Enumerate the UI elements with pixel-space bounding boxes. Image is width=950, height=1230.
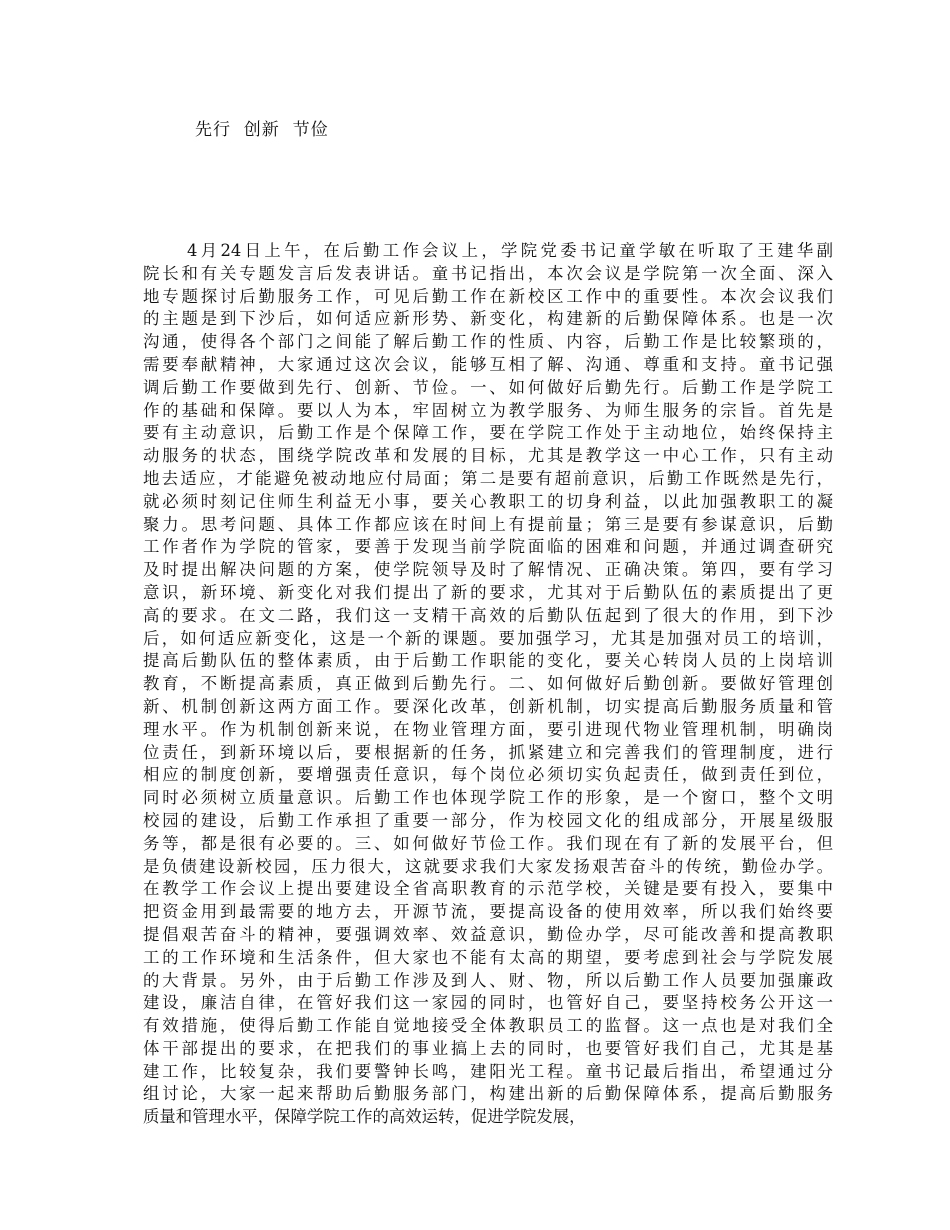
body-line: 后，如何适应新变化，这是一个新的课题。要加强学习，尤其是加强对员工的培训， [143,628,833,648]
body-line: 务等，都是很有必要的。三、如何做好节俭工作。我们现在有了新的发展平台，但 [143,833,833,853]
body-line: 在教学工作会议上提出要建设全省高职教育的示范学校，关键是要有投入，要集中 [143,879,833,899]
body-line: 建设，廉洁自律，在管好我们这一家园的同时，也管好自己，要坚持校务公开这一 [143,993,833,1013]
body-line: 及时提出解决问题的方案，使学院领导及时了解情况、正确决策。第四，要有学习 [143,560,833,580]
body-line: 需要奉献精神，大家通过这次会议，能够互相了解、沟通、尊重和支持。童书记强 [143,354,833,374]
body-line: 是负债建设新校园，压力很大，这就要求我们大家发扬艰苦奋斗的传统，勤俭办学。 [143,856,833,876]
body-line: 体干部提出的要求，在把我们的事业搞上去的同时，也要管好我们自己，尤其是基 [143,1038,833,1058]
body-line: 新、机制创新这两方面工作。要深化改革，创新机制，切实提高后勤服务质量和管 [143,696,833,716]
document-title: 先行 创新 节俭 [195,120,329,140]
body-line: 工作者作为学院的管家，要善于发现当前学院面临的困难和问题，并通过调查研究 [143,537,833,557]
body-line: 提高后勤队伍的整体素质，由于后勤工作职能的变化，要关心转岗人员的上岗培训 [143,651,833,671]
body-line: 有效措施，使得后勤工作能自觉地接受全体教职员工的监督。这一点也是对我们全 [143,1016,833,1036]
body-line: 要有主动意识，后勤工作是个保障工作，要在学院工作处于主动地位，始终保持主 [143,423,833,443]
document-body [143,240,833,1129]
body-line: 教育，不断提高素质，真正做到后勤先行。二、如何做好后勤创新。要做好管理创 [143,674,833,694]
body-line: 的主题是到下沙后，如何适应新形势、新变化，构建新的后勤保障体系。也是一次 [143,309,833,329]
body-line: 地专题探讨后勤服务工作，可见后勤工作在新校区工作中的重要性。本次会议我们 [143,286,833,306]
body-line: 高的要求。在文二路，我们这一支精干高效的后勤队伍起到了很大的作用，到下沙 [143,605,833,625]
body-line: 就必须时刻记住师生利益无小事，要关心教职工的切身利益，以此加强教职工的凝 [143,491,833,511]
body-line: 组讨论，大家一起来帮助后勤服务部门，构建出新的后勤保障体系，提高后勤服务 [143,1084,833,1104]
body-line: 提倡艰苦奋斗的精神，要强调效率、效益意识，勤俭办学，尽可能改善和提高教职 [143,924,833,944]
body-line: 院长和有关专题发言后发表讲话。童书记指出，本次会议是学院第一次全面、深入 [143,263,833,283]
body-line: 地去适应，才能避免被动地应付局面；第二是要有超前意识，后勤工作既然是先行， [143,468,833,488]
body-line: 建工作，比较复杂，我们要警钟长鸣，建阳光工程。童书记最后指出，希望通过分 [143,1061,833,1081]
body-line: 位责任，到新环境以后，要根据新的任务，抓紧建立和完善我们的管理制度，进行 [143,742,833,762]
body-line: 校园的建设，后勤工作承担了重要一部分，作为校园文化的组成部分，开展星级服 [143,810,833,830]
body-line: 作的基础和保障。要以人为本，牢固树立为教学服务、为师生服务的宗旨。首先是 [143,400,833,420]
body-line: 的大背景。另外，由于后勤工作涉及到人、财、物，所以后勤工作人员要加强廉政 [143,970,833,990]
body-line: 工的工作环境和生活条件，但大家也不能有太高的期望，要考虑到社会与学院发展 [143,947,833,967]
body-line: 把资金用到最需要的地方去，开源节流，要提高设备的使用效率，所以我们始终要 [143,902,833,922]
body-line: 质量和管理水平，保障学院工作的高效运转，促进学院发展， [143,1107,586,1127]
body-line: 调后勤工作要做到先行、创新、节俭。一、如何做好后勤先行。后勤工作是学院工 [143,377,833,397]
body-line: 相应的制度创新，要增强责任意识，每个岗位必须切实负起责任，做到责任到位， [143,765,833,785]
body-line: 意识，新环境、新变化对我们提出了新的要求，尤其对于后勤队伍的素质提出了更 [143,582,833,602]
body-line: 同时必须树立质量意识。后勤工作也体现学院工作的形象，是一个窗口，整个文明 [143,788,833,808]
body-line: 理水平。作为机制创新来说，在物业管理方面，要引进现代物业管理机制，明确岗 [143,719,833,739]
body-line: 动服务的状态，围绕学院改革和发展的目标，尤其是教学这一中心工作，只有主动 [143,446,833,466]
body-line: 沟通，使得各个部门之间能了解后勤工作的性质、内容，后勤工作是比较繁琐的， [143,332,833,352]
body-line: 聚力。思考问题、具体工作都应该在时间上有提前量；第三是要有参谋意识，后勤 [143,514,833,534]
body-line: 4月24日上午，在后勤工作会议上，学院党委书记童学敏在听取了王建华副 [187,241,833,260]
